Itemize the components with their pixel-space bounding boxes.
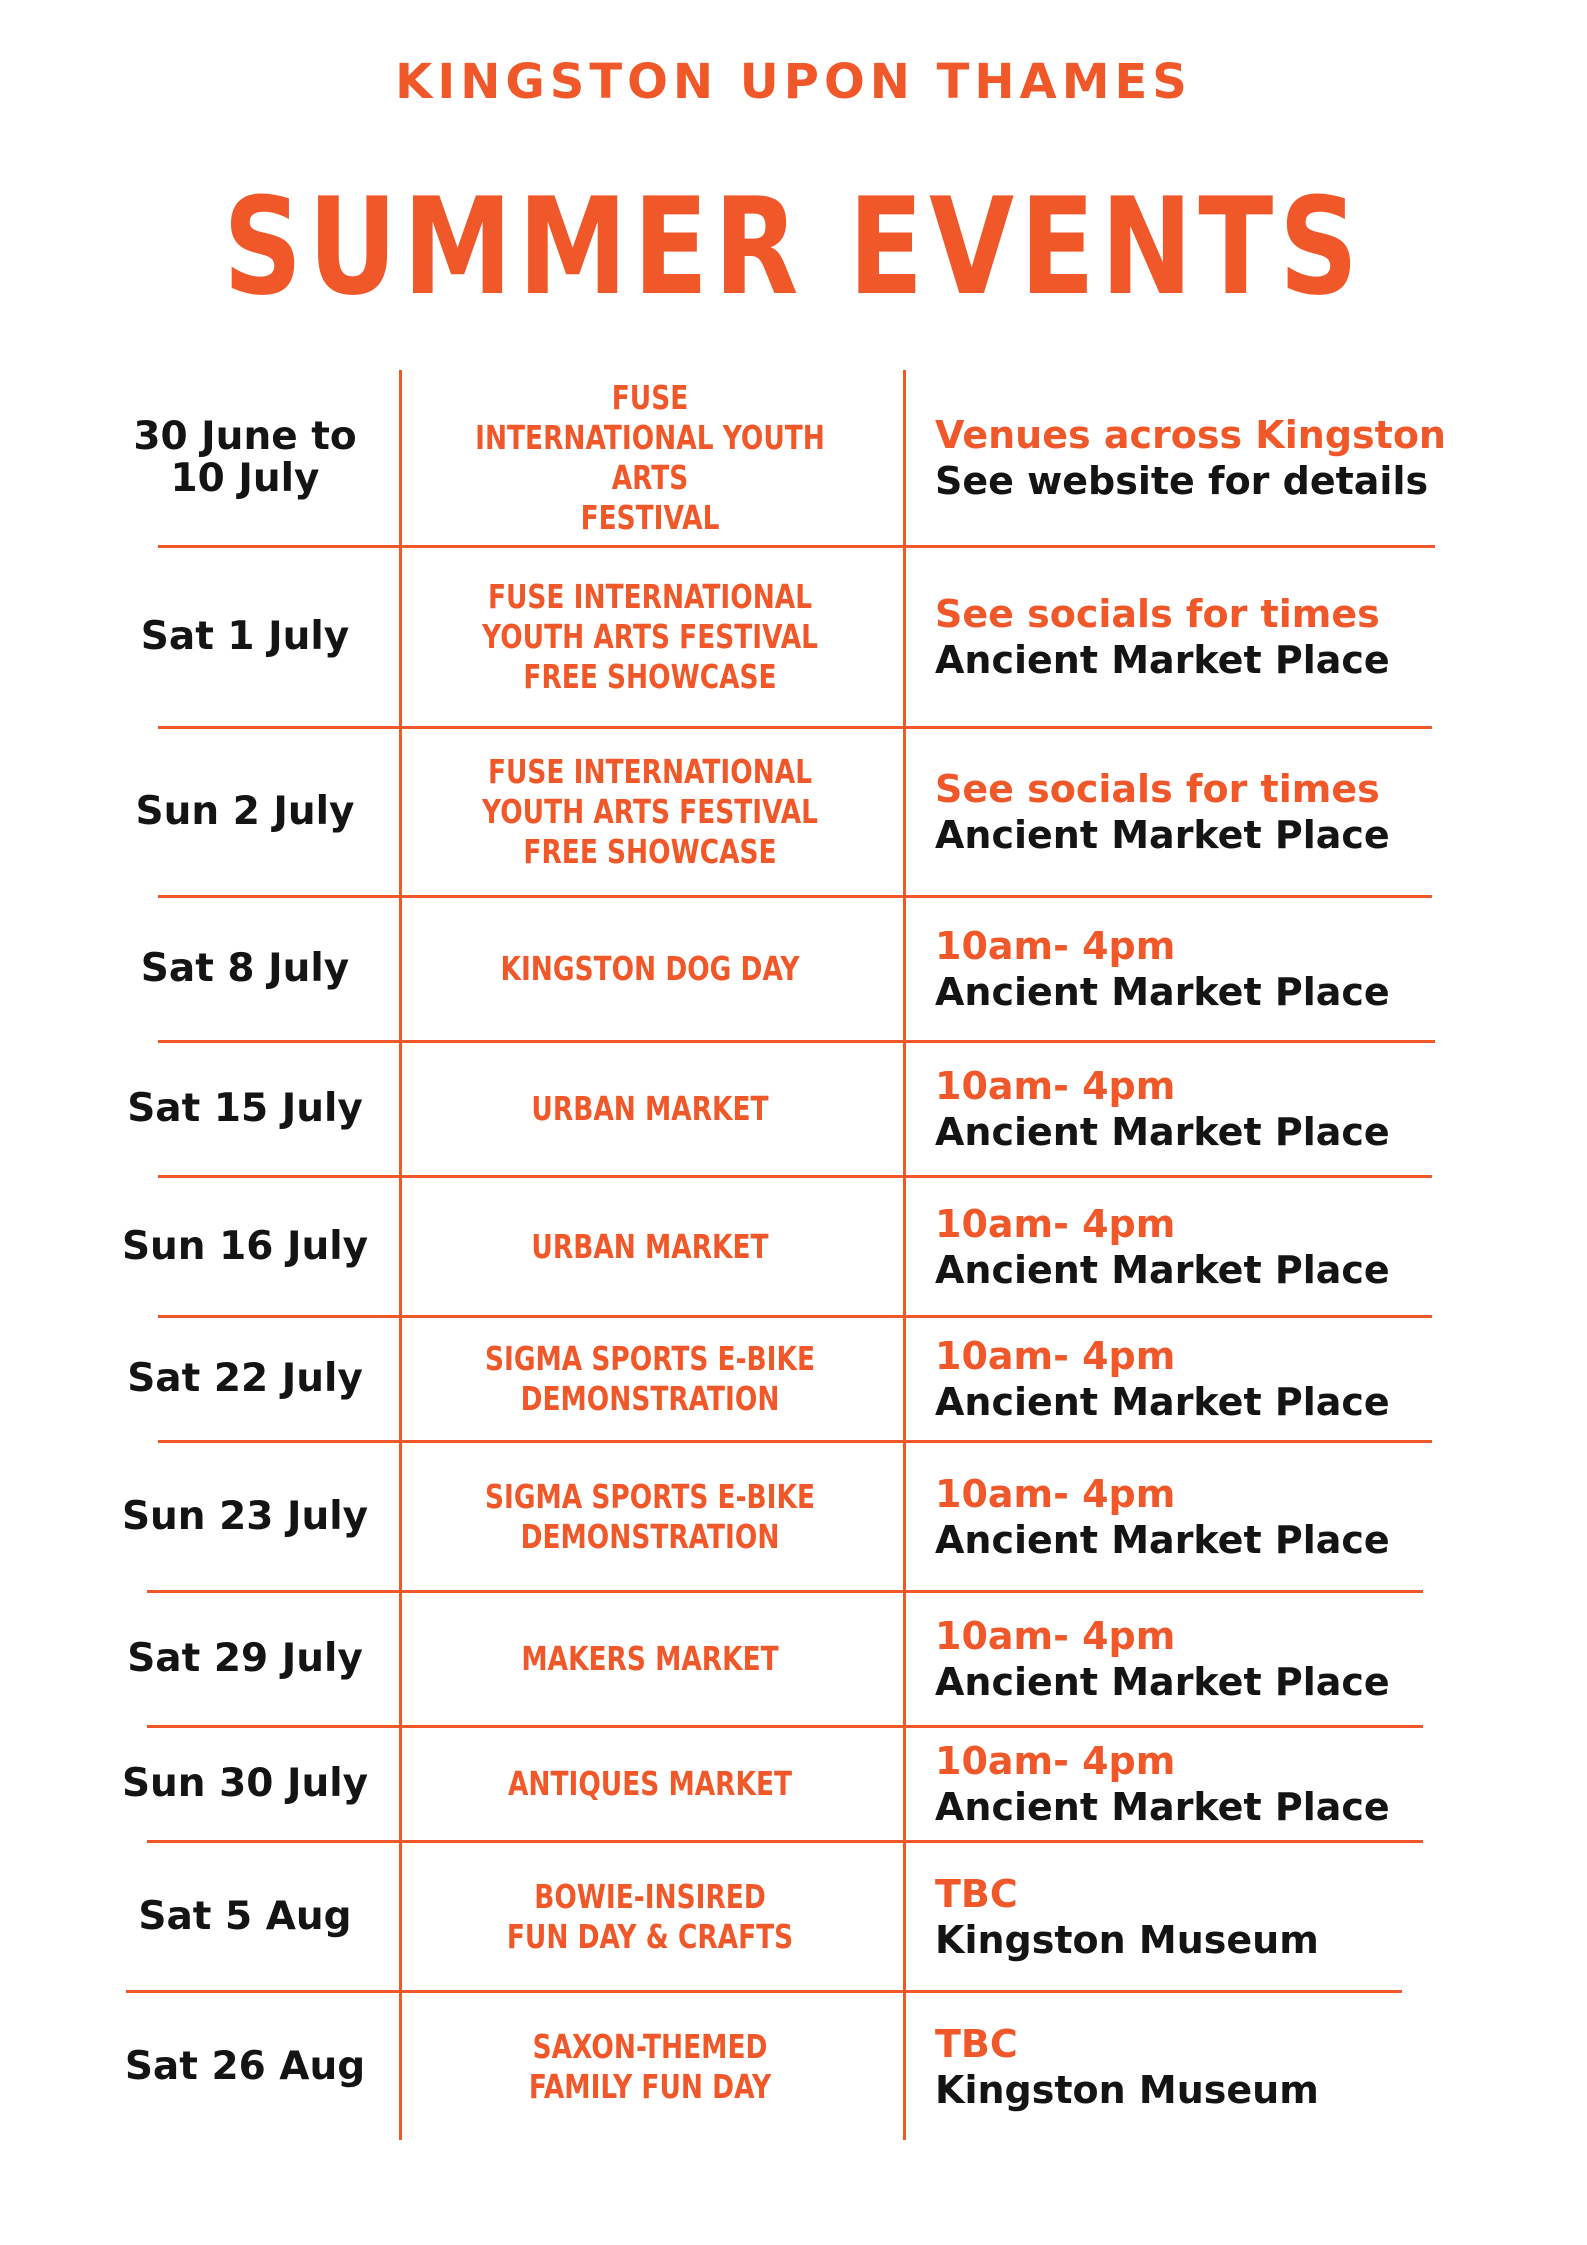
event-title: URBAN MARKET <box>531 1089 769 1128</box>
event-title: BOWIE-INSIRED FUN DAY & CRAFTS <box>506 1876 794 1956</box>
event-time: 10am- 4pm <box>935 924 1176 968</box>
event-time: See socials for times <box>935 592 1380 636</box>
event-details <box>935 1593 1455 1725</box>
event-details <box>935 1443 1455 1590</box>
event-time: 10am- 4pm <box>935 1471 1176 1516</box>
event-time: 10am- 4pm <box>935 1334 1176 1378</box>
event-details <box>935 370 1455 545</box>
event-row <box>0 1043 1587 1175</box>
event-venue: Ancient Market Place <box>935 970 1390 1014</box>
event-date: Sun 16 July <box>121 1223 369 1269</box>
event-title: SIGMA SPORTS E-BIKE DEMONSTRATION <box>485 1339 815 1418</box>
event-date: 30 June to 10 July <box>133 413 357 501</box>
event-title: FUSE INTERNATIONAL YOUTH ARTS FESTIVAL FREE SHOWCASE <box>482 752 818 871</box>
event-title: KINGSTON DOG DAY <box>500 949 800 988</box>
event-details <box>935 1993 1455 2140</box>
event-date: Sun 2 July <box>135 789 355 834</box>
event-venue: Ancient Market Place <box>935 1517 1390 1562</box>
event-date: Sun 23 July <box>121 1493 369 1539</box>
event-title: SIGMA SPORTS E-BIKE DEMONSTRATION <box>485 1476 815 1556</box>
event-title: FUSE INTERNATIONAL YOUTH ARTS FESTIVAL <box>475 377 825 537</box>
event-time: 10am- 4pm <box>935 1614 1176 1658</box>
event-venue: Ancient Market Place <box>935 813 1390 857</box>
event-date: Sat 26 Aug <box>124 2043 366 2089</box>
event-title: MAKERS MARKET <box>521 1639 779 1678</box>
event-details <box>935 1843 1455 1990</box>
brand-name: KINGSTON UPON THAMES <box>395 54 1192 110</box>
event-title: URBAN MARKET <box>531 1226 769 1266</box>
event-details <box>935 898 1455 1040</box>
event-row <box>0 1593 1587 1725</box>
event-date: Sat 8 July <box>140 946 350 991</box>
event-date: Sat 5 Aug <box>138 1893 352 1939</box>
event-venue: Ancient Market Place <box>935 1785 1390 1829</box>
event-row <box>0 1318 1587 1440</box>
event-row <box>0 1443 1587 1590</box>
event-details <box>935 729 1455 895</box>
event-details <box>935 1318 1455 1440</box>
event-date: Sat 1 July <box>140 614 350 659</box>
event-row <box>0 729 1587 895</box>
event-details <box>935 1728 1455 1840</box>
event-venue: Ancient Market Place <box>935 1660 1390 1704</box>
event-time: TBC <box>935 1871 1018 1916</box>
event-time: 10am- 4pm <box>935 1739 1176 1783</box>
event-time: TBC <box>935 2021 1018 2066</box>
event-venue: See website for details <box>935 458 1429 503</box>
event-date: Sat 15 July <box>127 1086 363 1131</box>
event-title: FUSE INTERNATIONAL YOUTH ARTS FESTIVAL FREE SHOWCASE <box>482 577 818 696</box>
event-details <box>935 1178 1455 1315</box>
event-time: 10am- 4pm <box>935 1201 1176 1246</box>
event-date: Sat 22 July <box>127 1356 363 1401</box>
event-details <box>935 548 1455 726</box>
page-title: SUMMER EVENTS <box>223 169 1364 325</box>
event-row <box>0 1843 1587 1990</box>
event-venue: Ancient Market Place <box>935 1380 1390 1424</box>
event-venue: Kingston Museum <box>935 2067 1319 2112</box>
event-time: See socials for times <box>935 767 1380 811</box>
event-time: 10am- 4pm <box>935 1064 1176 1108</box>
event-venue: Ancient Market Place <box>935 1247 1390 1292</box>
event-details <box>935 1043 1455 1175</box>
event-row <box>0 1993 1587 2140</box>
event-venue: Ancient Market Place <box>935 1110 1390 1154</box>
event-venue: Ancient Market Place <box>935 638 1390 682</box>
event-row <box>0 1178 1587 1315</box>
event-time: Venues across Kingston <box>935 412 1446 457</box>
event-date: Sun 30 July <box>121 1761 369 1806</box>
event-date: Sat 29 July <box>127 1636 363 1681</box>
event-row <box>0 370 1587 545</box>
event-title: SAXON-THEMED FAMILY FUN DAY <box>528 2026 772 2106</box>
event-venue: Kingston Museum <box>935 1917 1319 1962</box>
event-row <box>0 898 1587 1040</box>
event-row <box>0 548 1587 726</box>
event-title: ANTIQUES MARKET <box>507 1764 792 1803</box>
event-row <box>0 1728 1587 1840</box>
